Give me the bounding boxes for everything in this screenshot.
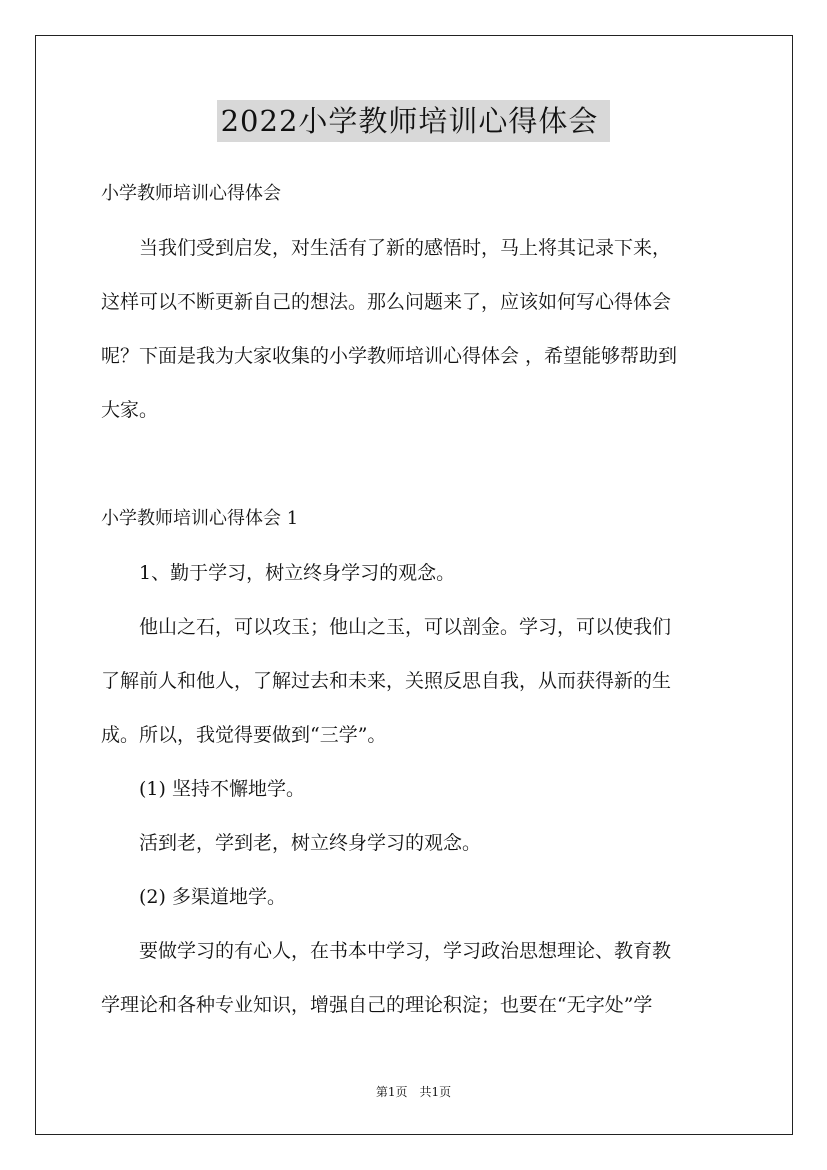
intro-line: 当我们受到启发，对生活有了新的感悟时，马上将其记录下来， [101, 237, 672, 259]
intro-line: 呢？下面是我为大家收集的小学教师培训心得体会 ，希望能够帮助到 [101, 345, 678, 367]
section-heading: 小学教师培训心得体会 1 [101, 508, 299, 529]
body-line: 成。所以，我觉得要做到“三学”。 [101, 724, 387, 746]
body-line: 了解前人和他人，了解过去和未来，关照反思自我，从而获得新的生 [101, 670, 672, 692]
intro-line: 大家。 [101, 399, 159, 421]
body-line: (2) 多渠道地学。 [101, 886, 286, 908]
document-title: 2022小学教师培训心得体会 [217, 100, 611, 142]
title-container [0, 100, 827, 142]
body-line: 1、勤于学习，树立终身学习的观念。 [101, 562, 456, 584]
body-line: (1) 坚持不懈地学。 [101, 778, 305, 800]
body-line: 学理论和各种专业知识，增强自己的理论积淀；也要在“无字处”学 [101, 994, 653, 1016]
body-line: 要做学习的有心人，在书本中学习，学习政治思想理论、教育教 [101, 940, 672, 962]
intro-line: 这样可以不断更新自己的想法。那么问题来了，应该如何写心得体会 [101, 291, 672, 313]
body-line: 他山之石，可以攻玉；他山之玉，可以剖金。学习，可以使我们 [101, 616, 672, 638]
body-line: 活到老，学到老，树立终身学习的观念。 [101, 832, 482, 854]
page-footer: 第1页 共1页 [375, 1085, 452, 1099]
intro-heading: 小学教师培训心得体会 [101, 183, 281, 204]
